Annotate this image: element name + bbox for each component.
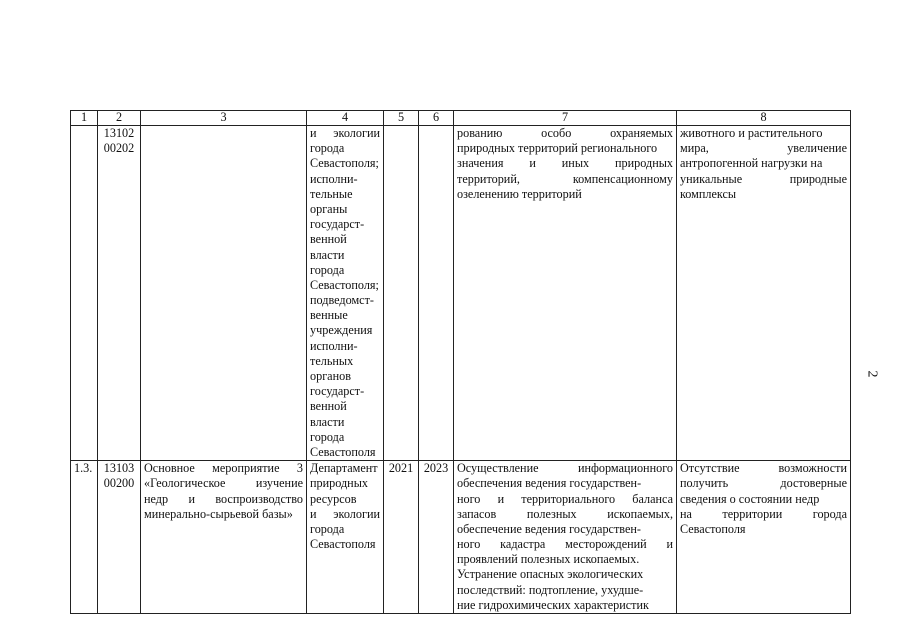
cell-line: минерально-сырьевой базы» (144, 506, 293, 521)
cell-line: Севастополя; (310, 277, 379, 292)
cell-line: обеспечения ведения государствен- (457, 476, 642, 491)
cell-line: тельные (310, 186, 353, 201)
cell-line: Отсутствие возможности (680, 461, 847, 476)
cell-num (71, 126, 98, 461)
cell-line: 13103 (103, 461, 135, 476)
cell-line: озеленению территорий (457, 186, 582, 201)
cell-consequence (677, 126, 851, 461)
cell-line: животного и растительного (680, 126, 823, 140)
cell-line: Департамент (310, 461, 378, 476)
cell-line: природных территорий регионального (457, 141, 658, 156)
cell-line: венной (310, 399, 347, 414)
cell-executor (307, 126, 384, 461)
cell-consequence (677, 461, 851, 614)
cell-line: подведомст- (310, 293, 374, 308)
cell-line: государст- (310, 384, 365, 399)
cell-line: ного и территориального баланса (457, 491, 673, 506)
cell-code (98, 461, 141, 614)
col-header-3: 3 (141, 111, 307, 126)
cell-line: последствий: подтопление, ухудше- (457, 582, 644, 597)
cell-line: антропогенной нагрузки на (680, 156, 823, 171)
col-header-2: 2 (98, 111, 141, 126)
cell-line: власти (310, 247, 345, 262)
cell-line: 00202 (103, 141, 135, 156)
col-header-8: 8 (677, 111, 851, 126)
cell-line: органы (310, 201, 348, 216)
cell-line: значения и иных природных (457, 156, 673, 171)
cell-line: ресурсов (310, 491, 357, 506)
cell-line: комплексы (680, 186, 737, 201)
cell-start: 2021 (384, 461, 419, 614)
cell-line: рованию особо охраняемых (457, 126, 673, 140)
cell-line: учреждения (310, 323, 373, 338)
cell-line: запасов полезных ископаемых, (457, 506, 673, 521)
cell-line: Осуществление информационного (457, 461, 673, 476)
cell-line: природных (310, 476, 368, 491)
cell-line: города (310, 262, 345, 277)
cell-code (98, 126, 141, 461)
cell-line: на территории города (680, 506, 847, 521)
cell-line: Севастополя (680, 521, 746, 536)
cell-line: тельных (310, 353, 354, 368)
cell-line: уникальные природные (680, 171, 847, 186)
cell-name (141, 126, 307, 461)
cell-name (141, 461, 307, 614)
col-header-1: 1 (71, 111, 98, 126)
cell-line: города (310, 429, 345, 444)
cell-line: исполни- (310, 171, 358, 186)
cell-line: Основное мероприятие 3 (144, 461, 303, 476)
cell-line: сведения о состоянии недр (680, 491, 820, 506)
cell-line: ние гидрохимических характеристик (457, 597, 649, 612)
cell-start (384, 126, 419, 461)
page-number: 2 (864, 370, 880, 378)
cell-line: венной (310, 232, 347, 247)
cell-line: Севастополя (310, 444, 376, 459)
cell-line: «Геологическое изучение (144, 476, 303, 491)
cell-executor (307, 461, 384, 614)
col-header-4: 4 (307, 111, 384, 126)
cell-line: венные (310, 308, 348, 323)
cell-line: и экологии (310, 126, 380, 140)
cell-line: Севастополя; (310, 156, 379, 171)
cell-line: государст- (310, 217, 365, 232)
cell-line: 13102 (103, 126, 135, 140)
col-header-6: 6 (419, 111, 454, 126)
cell-line: города (310, 521, 345, 536)
cell-result (454, 126, 677, 461)
cell-line: ного кадастра месторождений и (457, 537, 673, 552)
cell-line: мира, увеличение (680, 141, 847, 156)
cell-line: проявлений полезных ископаемых. (457, 552, 640, 567)
cell-end (419, 126, 454, 461)
cell-line: территорий, компенсационному (457, 171, 673, 186)
col-header-7: 7 (454, 111, 677, 126)
cell-line: Устранение опасных экологических (457, 567, 644, 582)
table-row (71, 461, 851, 614)
cell-result (454, 461, 677, 614)
cell-line: Севастополя (310, 537, 376, 552)
cell-line: города (310, 141, 345, 156)
cell-line: 00200 (103, 476, 135, 491)
cell-line: органов (310, 369, 351, 383)
cell-line: и экологии (310, 506, 380, 521)
header-row (71, 111, 851, 126)
table-row (71, 126, 851, 461)
col-header-5: 5 (384, 111, 419, 126)
cell-line: власти (310, 414, 345, 429)
cell-line: обеспечение ведения государствен- (457, 521, 641, 536)
cell-end: 2023 (419, 461, 454, 614)
cell-line: получить достоверные (680, 476, 847, 491)
cell-line: недр и воспроизводство (144, 491, 303, 506)
cell-num: 1.3. (71, 461, 98, 614)
cell-line: исполни- (310, 338, 358, 353)
program-table (70, 110, 851, 614)
